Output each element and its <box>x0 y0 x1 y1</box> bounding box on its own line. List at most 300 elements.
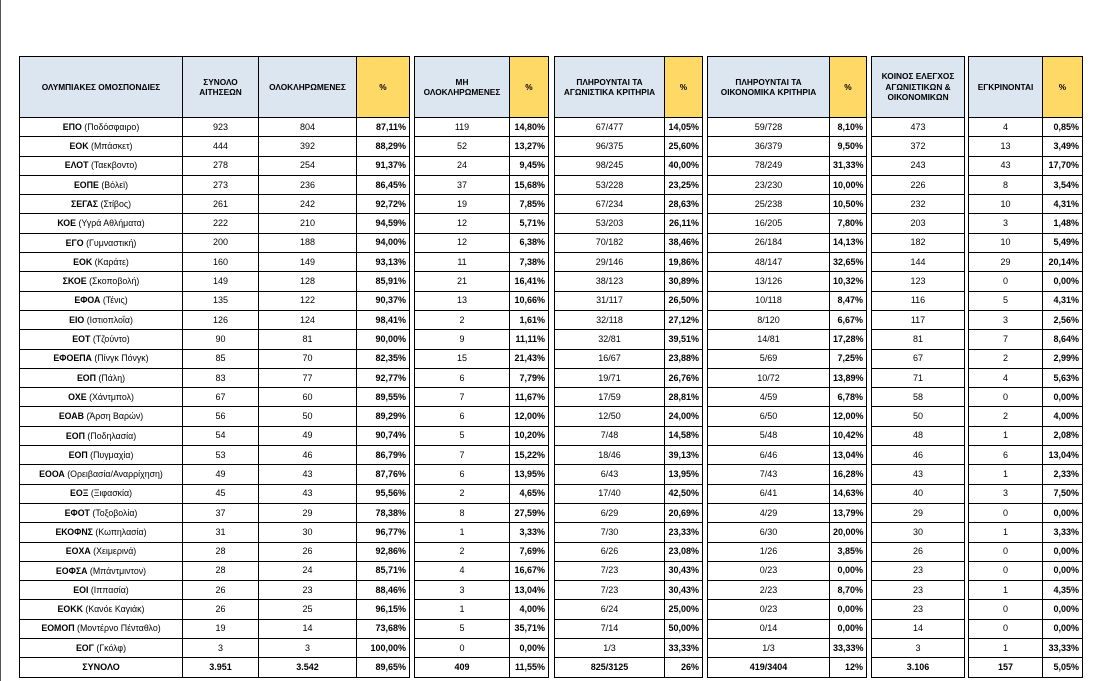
cell-completed: 46 <box>259 446 357 465</box>
cell-incomplete-pct: 1,61% <box>510 310 549 329</box>
cell-economic-criteria: 23/230 <box>708 175 830 194</box>
cell-federation <box>20 600 183 619</box>
cell-approved-pct: 2,56% <box>1043 310 1083 329</box>
table-row <box>872 407 965 426</box>
table-row <box>708 484 867 503</box>
cell-completed-pct: 82,35% <box>357 349 410 368</box>
cell-federation <box>20 619 183 638</box>
cell-federation <box>20 561 183 580</box>
cell-common-check: 71 <box>872 368 965 387</box>
cell-completed-pct: 100,00% <box>357 639 410 658</box>
cell-completed-pct: 90,00% <box>357 330 410 349</box>
header-incomplete: ΜΗ ΟΛΟΚΛΗΡΩΜΕΝΕΣ <box>415 57 510 118</box>
table-row <box>20 446 410 465</box>
cell-common-check: 67 <box>872 349 965 368</box>
federation-abbr: ΕΟΧΑ <box>65 546 91 557</box>
cell-completed: 43 <box>259 465 357 484</box>
cell-incomplete: 15 <box>415 349 510 368</box>
cell-total-label: ΣΥΝΟΛΟ <box>20 658 183 677</box>
cell-approved-pct: 2,33% <box>1043 465 1083 484</box>
cell-economic-criteria: 6/46 <box>708 446 830 465</box>
cell-economic-criteria-pct: 33,33% <box>830 639 867 658</box>
table-row <box>969 233 1083 252</box>
cell-completed-pct: 87,11% <box>357 118 410 137</box>
federation-sport: (Τένις) <box>102 295 128 306</box>
cell-incomplete: 12 <box>415 214 510 233</box>
table-row <box>969 253 1083 272</box>
table-row <box>708 175 867 194</box>
cell-incomplete: 19 <box>415 195 510 214</box>
cell-approved-pct: 17,70% <box>1043 156 1083 175</box>
federation-sport: (Χειμερινά) <box>93 546 137 557</box>
federation-abbr: ΕΟΠ <box>68 449 88 460</box>
table-row <box>415 426 549 445</box>
cell-economic-criteria-pct: 14,63% <box>830 484 867 503</box>
table-row <box>555 388 703 407</box>
table-row <box>555 484 703 503</box>
cell-sport-criteria: 31/117 <box>555 291 665 310</box>
table-block-approved <box>968 56 1083 678</box>
cell-incomplete: 5 <box>415 426 510 445</box>
cell-incomplete: 21 <box>415 272 510 291</box>
federation-sport: (Ποδηλασία) <box>87 430 137 441</box>
cell-common-check: 226 <box>872 175 965 194</box>
cell-economic-criteria: 7/43 <box>708 465 830 484</box>
cell-sport-criteria-pct: 26,50% <box>665 291 703 310</box>
federation-abbr: ΕΦΟΕΠΑ <box>53 353 92 364</box>
cell-sport-criteria-pct: 42,50% <box>665 484 703 503</box>
cell-incomplete-pct: 11,55% <box>510 658 549 677</box>
cell-incomplete-pct: 10,66% <box>510 291 549 310</box>
cell-approved-pct: 0,00% <box>1043 272 1083 291</box>
cell-incomplete-pct: 7,85% <box>510 195 549 214</box>
cell-economic-criteria-pct: 0,00% <box>830 600 867 619</box>
federation-sport: (Γυμναστική) <box>86 237 137 248</box>
cell-economic-criteria: 0/23 <box>708 561 830 580</box>
cell-total: 83 <box>183 368 259 387</box>
cell-economic-criteria-pct: 9,50% <box>830 137 867 156</box>
table-row <box>20 465 410 484</box>
table-row <box>555 368 703 387</box>
cell-sport-criteria: 6/24 <box>555 600 665 619</box>
cell-economic-criteria: 59/728 <box>708 118 830 137</box>
table-row <box>555 310 703 329</box>
cell-approved-pct: 0,00% <box>1043 619 1083 638</box>
table-row <box>969 600 1083 619</box>
federation-abbr: ΕΟΤ <box>72 334 91 345</box>
cell-sport-criteria: 7/48 <box>555 426 665 445</box>
cell-common-check: 23 <box>872 561 965 580</box>
cell-federation <box>20 542 183 561</box>
table-block-common-check <box>871 56 965 678</box>
table-row <box>969 349 1083 368</box>
cell-economic-criteria: 0/14 <box>708 619 830 638</box>
cell-economic-criteria: 0/23 <box>708 600 830 619</box>
cell-total: 45 <box>183 484 259 503</box>
cell-incomplete-pct: 7,69% <box>510 542 549 561</box>
cell-total: 222 <box>183 214 259 233</box>
federation-abbr: ΕΟΠΕ <box>73 179 99 190</box>
table-row <box>969 388 1083 407</box>
table-row <box>872 639 965 658</box>
cell-federation <box>20 175 183 194</box>
cell-approved: 6 <box>969 446 1043 465</box>
cell-sport-criteria-pct: 50,00% <box>665 619 703 638</box>
header-approved: ΕΓΚΡΙΝΟΝΤΑΙ <box>969 57 1043 118</box>
cell-approved: 0 <box>969 388 1043 407</box>
table-row <box>969 639 1083 658</box>
federation-abbr: ΕΠΟ <box>62 121 82 132</box>
cell-sport-criteria: 67/477 <box>555 118 665 137</box>
table-total-row <box>872 658 965 677</box>
federation-sport: (Ορειβασία/Αναρρίχηση) <box>67 469 163 480</box>
header-common-check: ΚΟΙΝΟΣ ΕΛΕΓΧΟΣ ΑΓΩΝΙΣΤΙΚΩΝ & ΟΙΚΟΝΟΜΙΚΩΝ <box>872 57 965 118</box>
cell-completed-pct: 96,15% <box>357 600 410 619</box>
cell-approved: 0 <box>969 600 1043 619</box>
cell-economic-criteria: 48/147 <box>708 253 830 272</box>
table-row <box>555 503 703 522</box>
cell-completed: 3 <box>259 639 357 658</box>
table-row <box>20 388 410 407</box>
cell-common-check: 3 <box>872 639 965 658</box>
federation-abbr: ΕΟΦΣΑ <box>55 565 88 576</box>
cell-economic-criteria-pct: 13,79% <box>830 503 867 522</box>
federation-sport: (Πίνγκ Πόνγκ) <box>94 353 149 364</box>
cell-completed-pct: 94,59% <box>357 214 410 233</box>
cell-approved-pct: 5,63% <box>1043 368 1083 387</box>
federation-sport: (Στίβος) <box>100 198 132 209</box>
cell-total: 67 <box>183 388 259 407</box>
cell-economic-criteria: 6/30 <box>708 523 830 542</box>
cell-common-check: 48 <box>872 426 965 445</box>
federation-abbr: ΕΟΜΟΠ <box>41 623 75 634</box>
page-edge <box>0 0 1 681</box>
cell-economic-criteria: 1/3 <box>708 639 830 658</box>
cell-common-check: 23 <box>872 600 965 619</box>
cell-sport-criteria: 7/23 <box>555 561 665 580</box>
cell-incomplete: 6 <box>415 407 510 426</box>
cell-completed: 23 <box>259 581 357 600</box>
cell-total: 200 <box>183 233 259 252</box>
cell-economic-criteria-pct: 7,80% <box>830 214 867 233</box>
federation-abbr: ΕΛΟΤ <box>64 160 89 171</box>
table-row <box>415 484 549 503</box>
table-row <box>969 368 1083 387</box>
cell-economic-criteria-pct: 8,70% <box>830 581 867 600</box>
cell-sport-criteria: 1/3 <box>555 639 665 658</box>
cell-completed: 128 <box>259 272 357 291</box>
cell-completed: 70 <box>259 349 357 368</box>
cell-economic-criteria: 25/238 <box>708 195 830 214</box>
cell-incomplete: 409 <box>415 658 510 677</box>
cell-approved: 43 <box>969 156 1043 175</box>
table-row <box>708 407 867 426</box>
table-row <box>415 561 549 580</box>
cell-economic-criteria-pct: 10,42% <box>830 426 867 445</box>
cell-completed: 3.542 <box>259 658 357 677</box>
cell-economic-criteria: 1/26 <box>708 542 830 561</box>
cell-sport-criteria: 6/43 <box>555 465 665 484</box>
cell-economic-criteria-pct: 12,00% <box>830 407 867 426</box>
federation-sport: (Ταεκβοντο) <box>90 160 138 171</box>
cell-approved: 3 <box>969 214 1043 233</box>
cell-incomplete: 11 <box>415 253 510 272</box>
table-row <box>969 503 1083 522</box>
federation-abbr: ΕΙΟ <box>69 314 85 325</box>
table-row <box>415 156 549 175</box>
cell-federation <box>20 118 183 137</box>
cell-incomplete: 119 <box>415 118 510 137</box>
header-total: ΣΥΝΟΛΟ ΑΙΤΗΣΕΩΝ <box>183 57 259 118</box>
cell-sport-criteria: 70/182 <box>555 233 665 252</box>
cell-approved: 4 <box>969 118 1043 137</box>
federation-sport: (Ξιφασκία) <box>90 488 133 499</box>
cell-sport-criteria-pct: 19,86% <box>665 253 703 272</box>
table-row <box>708 426 867 445</box>
cell-completed-pct: 86,79% <box>357 446 410 465</box>
cell-federation <box>20 195 183 214</box>
cell-incomplete-pct: 15,68% <box>510 175 549 194</box>
cell-incomplete-pct: 13,27% <box>510 137 549 156</box>
cell-approved: 0 <box>969 619 1043 638</box>
federation-abbr: ΣΚΟΕ <box>62 276 87 287</box>
table-row <box>872 426 965 445</box>
cell-federation <box>20 503 183 522</box>
table-row <box>20 561 410 580</box>
table-row <box>555 253 703 272</box>
table-row <box>969 446 1083 465</box>
table-row <box>555 446 703 465</box>
table-row <box>708 639 867 658</box>
table-row <box>20 368 410 387</box>
cell-total: 278 <box>183 156 259 175</box>
cell-total: 273 <box>183 175 259 194</box>
table-row <box>20 195 410 214</box>
federation-abbr: ΕΟΓ <box>75 642 94 653</box>
table-row <box>708 600 867 619</box>
cell-incomplete: 1 <box>415 600 510 619</box>
cell-incomplete-pct: 7,79% <box>510 368 549 387</box>
cell-approved: 2 <box>969 349 1043 368</box>
table-row <box>872 272 965 291</box>
table-row <box>969 523 1083 542</box>
cell-sport-criteria-pct: 26,76% <box>665 368 703 387</box>
cell-incomplete: 1 <box>415 523 510 542</box>
cell-total: 126 <box>183 310 259 329</box>
cell-incomplete: 2 <box>415 310 510 329</box>
header-completed: ΟΛΟΚΛΗΡΩΜΕΝΕΣ <box>259 57 357 118</box>
cell-economic-criteria: 2/23 <box>708 581 830 600</box>
table-row <box>555 600 703 619</box>
cell-incomplete: 13 <box>415 291 510 310</box>
table-row <box>872 310 965 329</box>
table-row <box>20 233 410 252</box>
cell-economic-criteria-pct: 13,89% <box>830 368 867 387</box>
federation-abbr: ΟΧΕ <box>68 391 87 402</box>
cell-economic-criteria-pct: 16,28% <box>830 465 867 484</box>
cell-completed: 60 <box>259 388 357 407</box>
cell-completed-pct: 86,45% <box>357 175 410 194</box>
cell-completed: 124 <box>259 310 357 329</box>
cell-federation <box>20 310 183 329</box>
table-row <box>872 214 965 233</box>
cell-common-check: 29 <box>872 503 965 522</box>
cell-common-check: 372 <box>872 137 965 156</box>
table-row <box>872 156 965 175</box>
table-row <box>708 137 867 156</box>
cell-economic-criteria: 4/29 <box>708 503 830 522</box>
cell-approved: 7 <box>969 330 1043 349</box>
table-row <box>872 233 965 252</box>
cell-incomplete: 37 <box>415 175 510 194</box>
cell-total: 26 <box>183 600 259 619</box>
cell-federation <box>20 639 183 658</box>
cell-completed: 14 <box>259 619 357 638</box>
cell-incomplete: 2 <box>415 542 510 561</box>
cell-approved-pct: 1,48% <box>1043 214 1083 233</box>
cell-total: 444 <box>183 137 259 156</box>
cell-federation <box>20 272 183 291</box>
table-row <box>708 561 867 580</box>
cell-sport-criteria: 67/234 <box>555 195 665 214</box>
cell-sport-criteria-pct: 25,60% <box>665 137 703 156</box>
cell-sport-criteria: 53/203 <box>555 214 665 233</box>
cell-completed-pct: 85,91% <box>357 272 410 291</box>
table-row <box>555 272 703 291</box>
table-row <box>20 426 410 445</box>
cell-completed-pct: 89,29% <box>357 407 410 426</box>
table-row <box>969 291 1083 310</box>
cell-economic-criteria: 78/249 <box>708 156 830 175</box>
cell-completed-pct: 90,37% <box>357 291 410 310</box>
federation-abbr: ΕΟΟΑ <box>39 469 65 480</box>
cell-incomplete-pct: 16,41% <box>510 272 549 291</box>
cell-approved-pct: 20,14% <box>1043 253 1083 272</box>
cell-completed: 24 <box>259 561 357 580</box>
cell-sport-criteria: 38/123 <box>555 272 665 291</box>
cell-approved-pct: 4,00% <box>1043 407 1083 426</box>
federation-sport: (Ποδόσφαιρο) <box>84 121 140 132</box>
table-row <box>708 291 867 310</box>
cell-sport-criteria-pct: 30,43% <box>665 581 703 600</box>
cell-approved-pct: 0,85% <box>1043 118 1083 137</box>
cell-sport-criteria: 7/14 <box>555 619 665 638</box>
table-row <box>969 195 1083 214</box>
cell-incomplete-pct: 6,38% <box>510 233 549 252</box>
cell-federation <box>20 349 183 368</box>
cell-completed: 77 <box>259 368 357 387</box>
cell-completed: 804 <box>259 118 357 137</box>
cell-sport-criteria: 7/30 <box>555 523 665 542</box>
cell-sport-criteria: 19/71 <box>555 368 665 387</box>
cell-sport-criteria-pct: 33,33% <box>665 639 703 658</box>
cell-economic-criteria: 6/41 <box>708 484 830 503</box>
cell-federation <box>20 484 183 503</box>
cell-approved-pct: 0,00% <box>1043 542 1083 561</box>
table-row <box>555 465 703 484</box>
federation-sport: (Κανόε Καγιάκ) <box>85 604 145 615</box>
table-row <box>708 523 867 542</box>
federation-abbr: ΕΓΟ <box>65 237 84 248</box>
table-row <box>20 503 410 522</box>
cell-economic-criteria-pct: 10,50% <box>830 195 867 214</box>
cell-total: 28 <box>183 561 259 580</box>
table-row <box>415 330 549 349</box>
table-row <box>415 214 549 233</box>
cell-common-check: 30 <box>872 523 965 542</box>
table-row <box>872 253 965 272</box>
table-row <box>872 330 965 349</box>
cell-approved-pct: 7,50% <box>1043 484 1083 503</box>
cell-approved-pct: 3,49% <box>1043 137 1083 156</box>
cell-completed-pct: 90,74% <box>357 426 410 445</box>
table-row <box>872 503 965 522</box>
cell-common-check: 116 <box>872 291 965 310</box>
cell-incomplete-pct: 11,67% <box>510 388 549 407</box>
table-block-economic-criteria <box>707 56 867 678</box>
table-row <box>969 156 1083 175</box>
header-completed-pct: % <box>357 57 410 118</box>
table-row <box>969 330 1083 349</box>
federation-sport: (Βόλεϊ) <box>101 179 129 190</box>
cell-economic-criteria-pct: 32,65% <box>830 253 867 272</box>
cell-approved-pct: 0,00% <box>1043 388 1083 407</box>
cell-sport-criteria: 6/26 <box>555 542 665 561</box>
cell-incomplete-pct: 27,59% <box>510 503 549 522</box>
cell-sport-criteria: 16/67 <box>555 349 665 368</box>
cell-sport-criteria-pct: 23,25% <box>665 175 703 194</box>
cell-completed: 30 <box>259 523 357 542</box>
cell-approved: 10 <box>969 195 1043 214</box>
table-row <box>969 175 1083 194</box>
table-row <box>555 349 703 368</box>
cell-completed-pct: 89,55% <box>357 388 410 407</box>
cell-incomplete-pct: 21,43% <box>510 349 549 368</box>
cell-sport-criteria-pct: 28,63% <box>665 195 703 214</box>
cell-economic-criteria-pct: 10,00% <box>830 175 867 194</box>
table-row <box>872 619 965 638</box>
cell-economic-criteria-pct: 7,25% <box>830 349 867 368</box>
table-row <box>969 407 1083 426</box>
table-row <box>708 214 867 233</box>
cell-economic-criteria-pct: 6,78% <box>830 388 867 407</box>
cell-common-check: 243 <box>872 156 965 175</box>
cell-completed: 210 <box>259 214 357 233</box>
table-row <box>708 465 867 484</box>
table-row <box>872 465 965 484</box>
federation-abbr: ΕΦΟΤ <box>64 507 90 518</box>
cell-incomplete-pct: 4,65% <box>510 484 549 503</box>
table-row <box>20 407 410 426</box>
cell-common-check: 81 <box>872 330 965 349</box>
cell-approved: 0 <box>969 272 1043 291</box>
table-block-applications <box>19 56 410 678</box>
cell-federation <box>20 291 183 310</box>
cell-economic-criteria-pct: 8,10% <box>830 118 867 137</box>
table-row <box>872 523 965 542</box>
cell-sport-criteria: 825/3125 <box>555 658 665 677</box>
table-row <box>415 291 549 310</box>
cell-common-check: 232 <box>872 195 965 214</box>
table-row <box>415 446 549 465</box>
table-row <box>555 523 703 542</box>
cell-incomplete: 24 <box>415 156 510 175</box>
table-row <box>415 272 549 291</box>
table-row <box>415 388 549 407</box>
cell-completed: 50 <box>259 407 357 426</box>
table-row <box>872 175 965 194</box>
cell-federation <box>20 214 183 233</box>
